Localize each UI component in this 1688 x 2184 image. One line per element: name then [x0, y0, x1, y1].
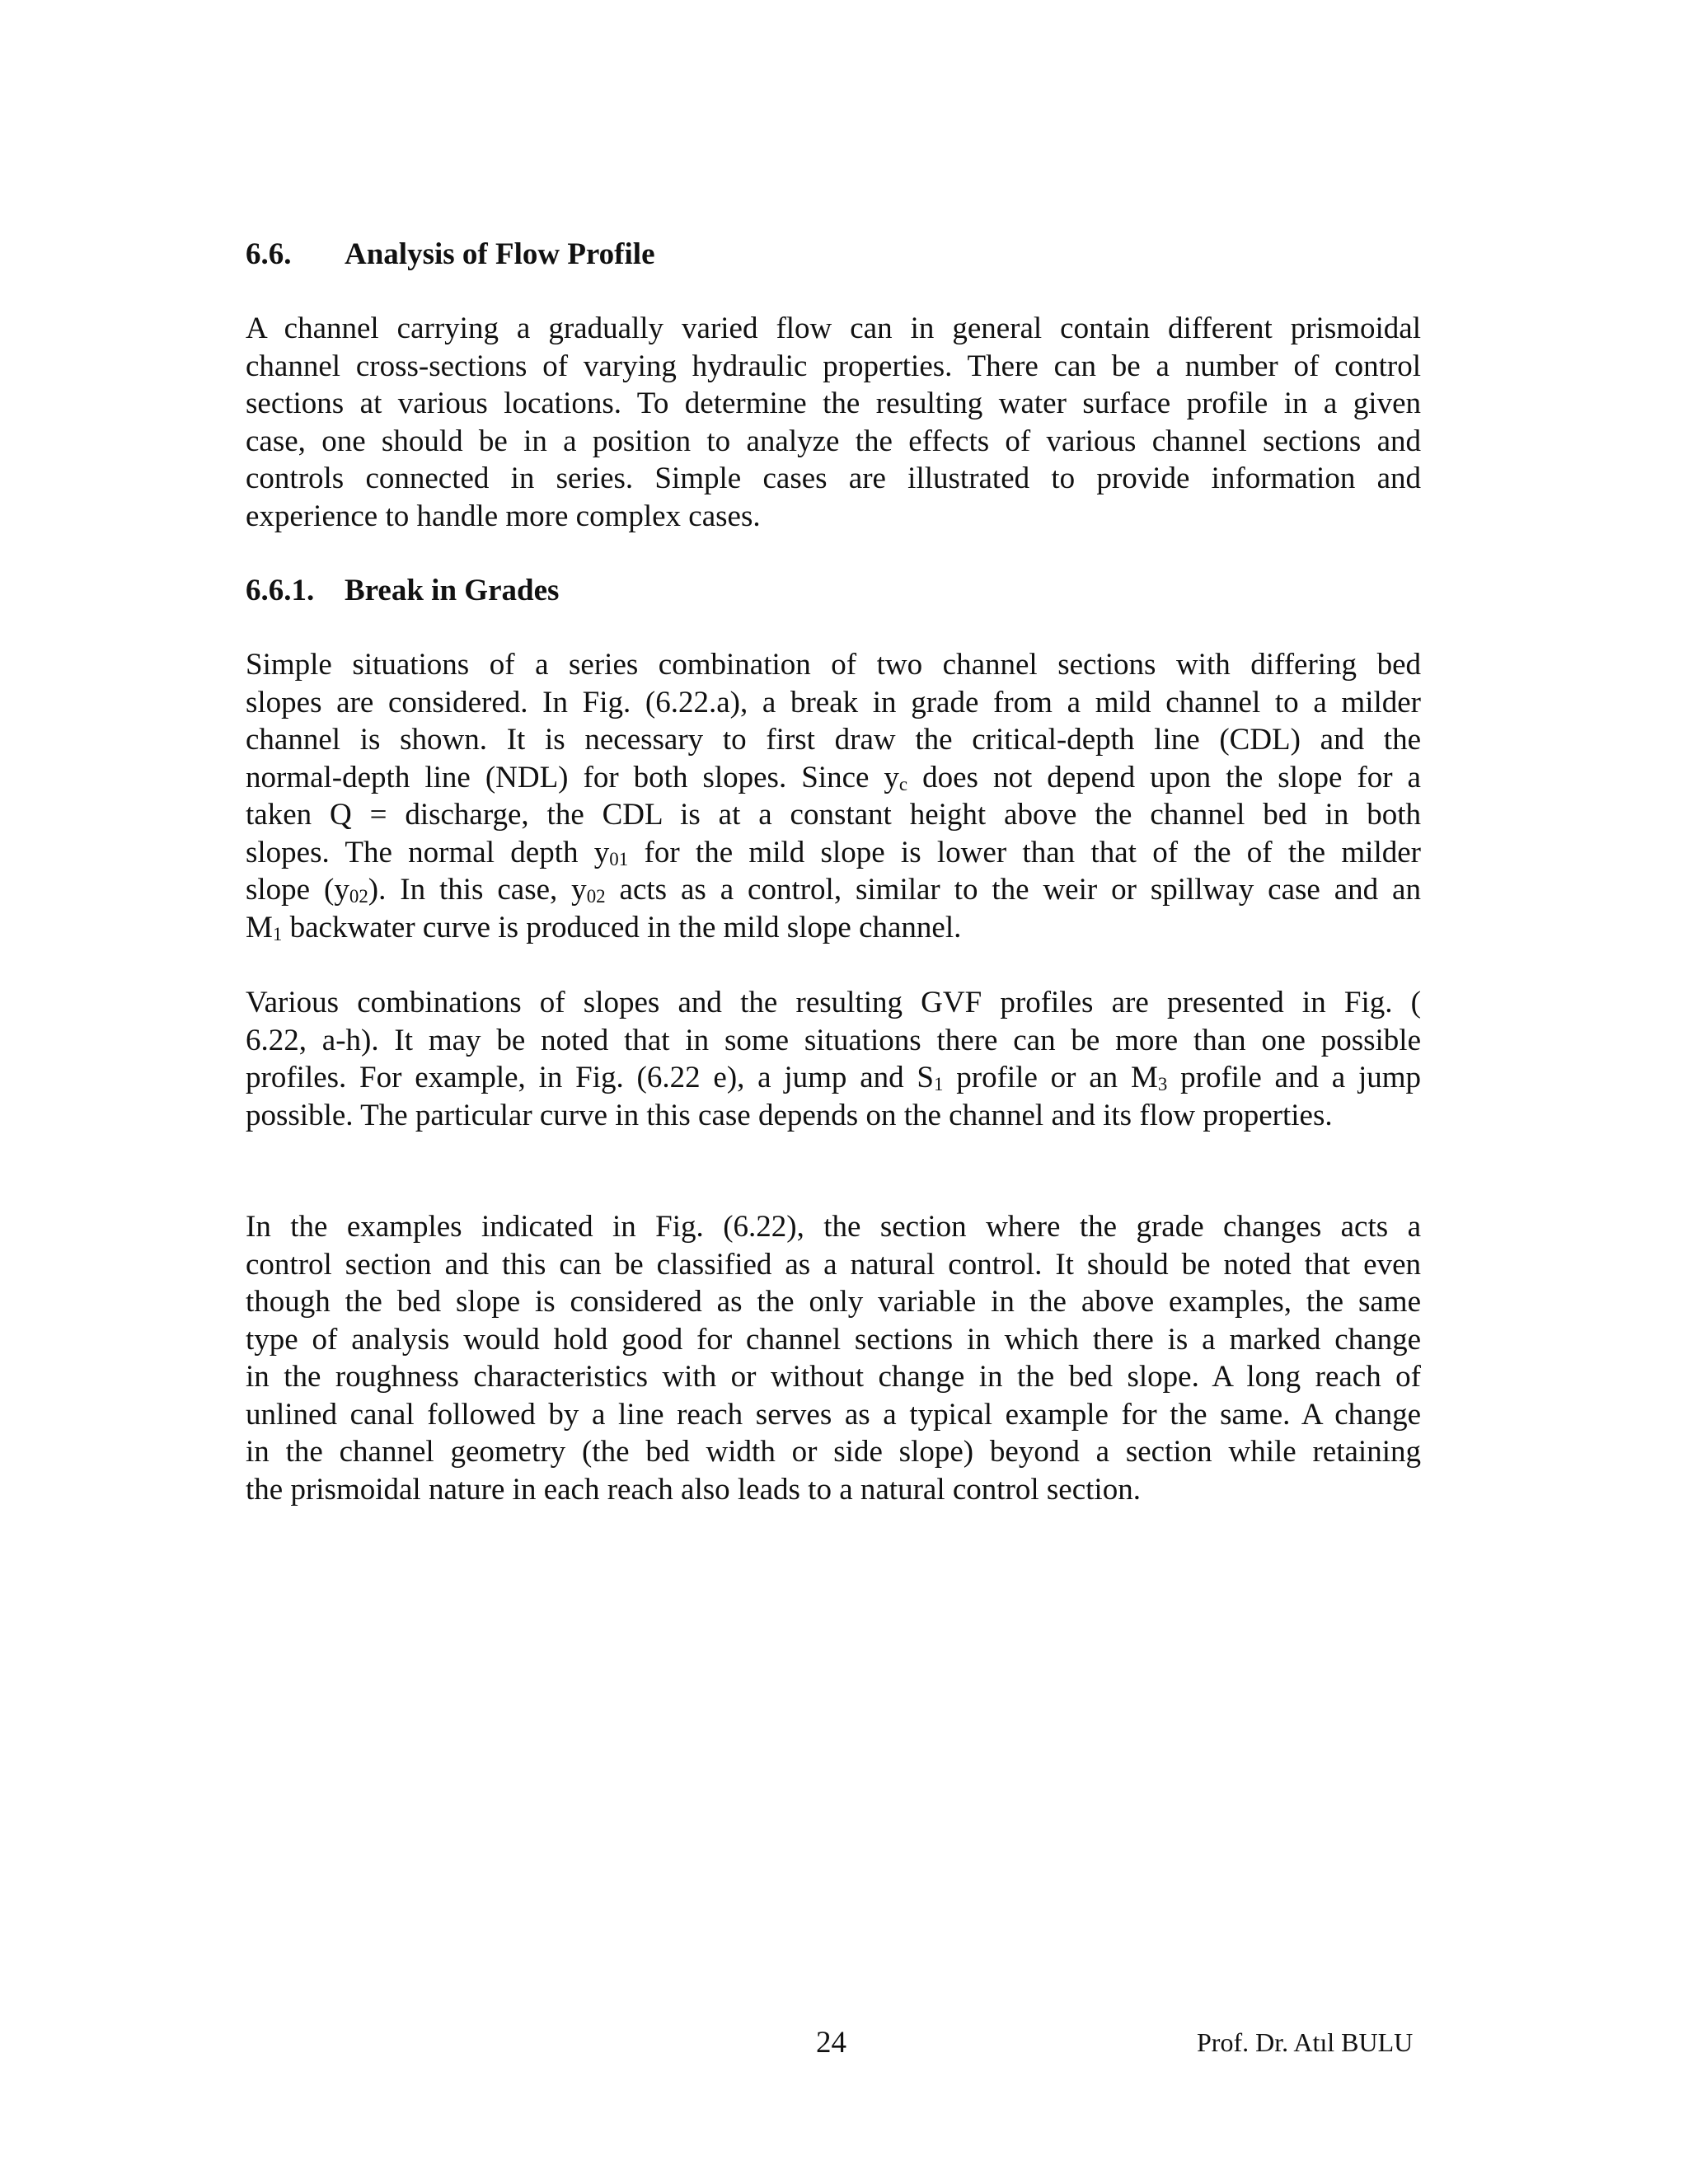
subscript: 1: [272, 923, 283, 944]
paragraph-line: [246, 909, 1421, 947]
paragraph-line: the prismoidal nature in each reach also leads to a natural control section.: [246, 1472, 1141, 1507]
paragraph-line: unlined canal followed by a line reach serves as a typical example for the same. A change: [246, 1397, 1421, 1432]
text-run: profile or an M: [943, 1061, 1158, 1094]
subscript: 02: [349, 886, 368, 907]
paragraph-line: in the roughness characteristics with or without change in the bed slope. A long reach of: [246, 1360, 1421, 1394]
text-run: slopes. The normal depth y: [246, 835, 610, 869]
text-run: backwater curve is produced in the mild slope channel.: [282, 910, 962, 944]
combinations-paragraph: [246, 984, 1421, 1134]
section-number: 6.6.: [246, 237, 292, 271]
subscript: 3: [1157, 1074, 1168, 1095]
paragraph-line: In the examples indicated in Fig. (6.22), the section where the grade changes acts a: [246, 1210, 1421, 1244]
paragraph-line: A channel carrying a gradually varied flow can in general contain different prismoidal: [246, 312, 1421, 345]
paragraph-line: though the bed slope is considered as the only variable in the above examples, the same: [246, 1285, 1421, 1319]
paragraph-line: channel cross-sections of varying hydraulic properties. There can be a number of control: [246, 349, 1421, 383]
paragraph-line: type of analysis would hold good for channel sections in which there is a marked change: [246, 1322, 1421, 1357]
text-run: for the mild slope is lower than that of the of the milder: [628, 835, 1421, 869]
page-number: 24: [816, 2026, 846, 2060]
subscript: 1: [934, 1074, 944, 1095]
paragraph-line: channel is shown. It is necessary to first draw the critical-depth line (CDL) and the: [246, 723, 1421, 757]
footer-author: Prof. Dr. Atıl BULU: [1197, 2027, 1414, 2057]
subscript: 01: [609, 848, 629, 869]
paragraph-line: possible. The particular curve in this case depends on the channel and its flow properties.: [246, 1098, 1333, 1132]
paragraph-line: sections at various locations. To determine the resulting water surface profile in a given: [246, 387, 1421, 420]
text-run: acts as a control, similar to the weir or spillway case and an: [605, 873, 1421, 907]
paragraph-line: [246, 871, 1421, 909]
paragraph-line: [246, 759, 1421, 797]
paragraph-line: Simple situations of a series combination of two channel sections with differing bed: [246, 648, 1421, 682]
section-heading: [246, 236, 655, 273]
subsection-title: Break in Grades: [345, 574, 560, 607]
text-run: does not depend upon the slope for a: [907, 760, 1421, 794]
paragraph-line: controls connected in series. Simple cases are illustrated to provide information and: [246, 462, 1421, 495]
text-run: profiles. For example, in Fig. (6.22 e), a jump and S: [246, 1061, 934, 1094]
paragraph-line: experience to handle more complex cases.: [246, 499, 761, 533]
paragraph-line: Various combinations of slopes and the resulting GVF profiles are presented in Fig. (: [246, 986, 1421, 1019]
paragraph-line: control section and this can be classified as a natural control. It should be noted that even: [246, 1247, 1421, 1282]
text-run: slope (y: [246, 873, 349, 907]
paragraph-line: [246, 1059, 1421, 1097]
subsection-number: 6.6.1.: [246, 574, 315, 607]
text-run: profile and a jump: [1167, 1061, 1421, 1094]
text-run: normal-depth line (NDL) for both slopes. Since y: [246, 760, 899, 794]
subsection-heading: [246, 572, 559, 609]
section-title: Analysis of Flow Profile: [345, 237, 655, 271]
intro-paragraph: [246, 310, 1421, 535]
text-run: ). In this case, y: [368, 873, 587, 907]
subscript: c: [898, 773, 908, 794]
paragraph-line: taken Q = discharge, the CDL is at a constant height above the channel bed in both: [246, 798, 1421, 832]
subscript: 02: [586, 886, 606, 907]
break-in-grades-paragraph: [246, 646, 1421, 946]
paragraph-line: case, one should be in a position to analyze the effects of various channel sections and: [246, 424, 1421, 458]
paragraph-line: in the channel geometry (the bed width or side slope) beyond a section while retaining: [246, 1435, 1421, 1469]
text-run: M: [246, 910, 273, 944]
paragraph-line: slopes are considered. In Fig. (6.22.a), a break in grade from a mild channel to a milder: [246, 685, 1421, 719]
paragraph-line: [246, 834, 1421, 872]
paragraph-line: 6.22, a-h). It may be noted that in some situations there can be more than one possible: [246, 1023, 1421, 1057]
natural-control-paragraph: [246, 1208, 1421, 1508]
